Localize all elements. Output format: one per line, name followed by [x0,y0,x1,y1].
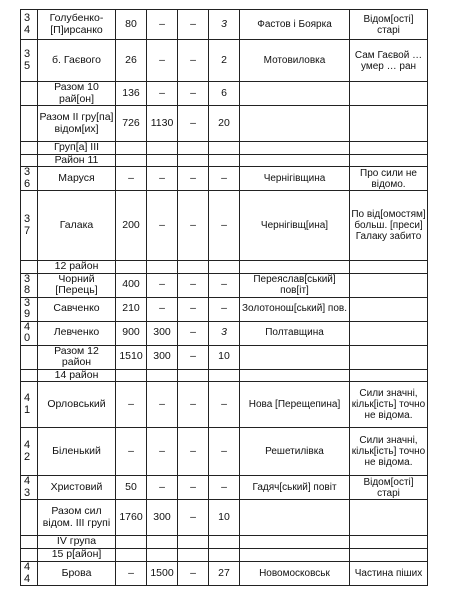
location-cell: Нова [Перещепина] [240,382,350,428]
value-col-1 [116,536,147,549]
row-number: 38 [21,273,38,297]
value-col-4: – [209,167,240,191]
value-col-3: – [178,321,209,345]
location-cell [240,154,350,167]
detachment-name: Біленький [38,428,116,476]
table-row [21,191,428,261]
value-col-3 [178,154,209,167]
row-number: 39 [21,297,38,321]
table-row [21,369,428,382]
value-col-1 [116,549,147,562]
location-cell: Фастов і Боярка [240,10,350,40]
value-col-1: 80 [116,10,147,40]
table-row [21,428,428,476]
row-number: 37 [21,191,38,261]
value-col-4: 6 [209,82,240,106]
location-cell [240,369,350,382]
value-col-1: 50 [116,476,147,500]
detachment-name: 15 р[айон] [38,549,116,562]
row-number [21,500,38,536]
location-cell: Полтавщина [240,321,350,345]
value-col-3 [178,369,209,382]
value-col-3: – [178,382,209,428]
table-row [21,476,428,500]
detachment-name: Чорний [Перець] [38,273,116,297]
value-col-3 [178,142,209,155]
table-row [21,106,428,142]
note-cell: Відом[ості] старі [350,10,428,40]
value-col-2: – [147,191,178,261]
row-number: 36 [21,167,38,191]
document-table [20,9,428,586]
value-col-4: – [209,382,240,428]
value-col-4: – [209,273,240,297]
value-col-4 [209,142,240,155]
value-col-3 [178,536,209,549]
location-cell: Новомосковськ [240,562,350,586]
location-cell [240,536,350,549]
note-cell [350,273,428,297]
value-col-1: 726 [116,106,147,142]
value-col-2: – [147,428,178,476]
value-col-1: – [116,562,147,586]
table-row [21,40,428,82]
detachment-name: Савченко [38,297,116,321]
value-col-3: – [178,10,209,40]
row-number [21,154,38,167]
value-col-3: – [178,40,209,82]
table-row [21,167,428,191]
table-row [21,345,428,369]
value-col-4: – [209,191,240,261]
row-number [21,82,38,106]
value-col-1: – [116,167,147,191]
location-cell: Решетилівка [240,428,350,476]
detachment-name: Брова [38,562,116,586]
value-col-2: – [147,82,178,106]
detachment-name: IV група [38,536,116,549]
note-cell [350,321,428,345]
table-row [21,536,428,549]
value-col-1: 900 [116,321,147,345]
value-col-1 [116,369,147,382]
note-cell [350,82,428,106]
value-col-2: – [147,476,178,500]
note-cell: Частина піших [350,562,428,586]
value-col-2: – [147,297,178,321]
note-cell [350,142,428,155]
location-cell [240,142,350,155]
note-cell [350,261,428,274]
table-row [21,382,428,428]
row-number [21,142,38,155]
table-row [21,500,428,536]
value-col-3: – [178,500,209,536]
note-cell [350,500,428,536]
value-col-4: 3 [209,321,240,345]
value-col-2: – [147,10,178,40]
note-cell: По від[омостям] больш. [преси] Галаку забито [350,191,428,261]
detachment-name: Галака [38,191,116,261]
note-cell [350,369,428,382]
location-cell [240,261,350,274]
value-col-2 [147,536,178,549]
value-col-4: 27 [209,562,240,586]
note-cell [350,549,428,562]
row-number [21,369,38,382]
detachment-name: Район 11 [38,154,116,167]
detachment-name: Разом II гру[па] відом[их] [38,106,116,142]
row-number [21,549,38,562]
value-col-1: 1510 [116,345,147,369]
row-number [21,536,38,549]
value-col-1 [116,142,147,155]
row-number: 43 [21,476,38,500]
location-cell: Чернігівщ[ина] [240,191,350,261]
table-row [21,273,428,297]
row-number: 34 [21,10,38,40]
value-col-3: – [178,82,209,106]
location-cell: Мотовиловка [240,40,350,82]
location-cell: Гадяч[ський] повіт [240,476,350,500]
value-col-2: 1130 [147,106,178,142]
value-col-2 [147,154,178,167]
value-col-3: – [178,562,209,586]
note-cell [350,345,428,369]
value-col-4 [209,369,240,382]
value-col-3: – [178,345,209,369]
value-col-2: 300 [147,321,178,345]
value-col-1: 400 [116,273,147,297]
value-col-1: 210 [116,297,147,321]
row-number [21,261,38,274]
value-col-3: – [178,297,209,321]
value-col-3 [178,549,209,562]
value-col-3: – [178,273,209,297]
note-cell: Сам Гаєвой … умер … ран [350,40,428,82]
value-col-4: – [209,428,240,476]
value-col-2: – [147,40,178,82]
value-col-3 [178,261,209,274]
value-col-4 [209,261,240,274]
row-number [21,106,38,142]
value-col-1 [116,261,147,274]
table-body [21,10,428,586]
detachment-name: Орловський [38,382,116,428]
value-col-3: – [178,191,209,261]
value-col-4: – [209,297,240,321]
location-cell: Переяслав[ський] пов[іт] [240,273,350,297]
note-cell [350,154,428,167]
row-number: 42 [21,428,38,476]
detachment-name: 12 район [38,261,116,274]
value-col-2: 300 [147,500,178,536]
value-col-3: – [178,106,209,142]
detachment-name: Разом 10 рай[он] [38,82,116,106]
detachment-name: Разом 12 район [38,345,116,369]
note-cell [350,536,428,549]
value-col-1: 200 [116,191,147,261]
table-row [21,562,428,586]
value-col-4: 10 [209,345,240,369]
row-number [21,345,38,369]
value-col-1: 1760 [116,500,147,536]
note-cell: Сили значні, кільк[ість] точно не відома. [350,428,428,476]
detachment-name: б. Гаєвого [38,40,116,82]
note-cell [350,106,428,142]
value-col-2: 300 [147,345,178,369]
detachment-name: Голубенко-[П]ирсанко [38,10,116,40]
note-cell: Про сили не відомо. [350,167,428,191]
value-col-2 [147,369,178,382]
value-col-4: 10 [209,500,240,536]
row-number: 44 [21,562,38,586]
value-col-2 [147,549,178,562]
detachment-name: Христовий [38,476,116,500]
table-row [21,142,428,155]
location-cell: Чернігівщина [240,167,350,191]
value-col-3: – [178,428,209,476]
value-col-4 [209,154,240,167]
value-col-3: – [178,167,209,191]
value-col-2: 1500 [147,562,178,586]
value-col-1: 136 [116,82,147,106]
table-row [21,154,428,167]
value-col-2: – [147,167,178,191]
detachment-name: Разом сил відом. III групі [38,500,116,536]
location-cell [240,500,350,536]
value-col-1: 26 [116,40,147,82]
table-row [21,82,428,106]
value-col-4 [209,549,240,562]
detachment-name: Груп[а] III [38,142,116,155]
note-cell: Сили значні, кільк[ість] точно не відома. [350,382,428,428]
value-col-4: 20 [209,106,240,142]
value-col-1: – [116,428,147,476]
value-col-4: – [209,476,240,500]
value-col-4: 3 [209,10,240,40]
table-row [21,261,428,274]
location-cell [240,106,350,142]
table-row [21,10,428,40]
location-cell [240,549,350,562]
value-col-4 [209,536,240,549]
row-number: 35 [21,40,38,82]
table-row [21,321,428,345]
table-row [21,297,428,321]
value-col-2 [147,261,178,274]
location-cell [240,345,350,369]
detachment-name: Маруся [38,167,116,191]
table-row [21,549,428,562]
value-col-4: 2 [209,40,240,82]
value-col-3: – [178,476,209,500]
value-col-2: – [147,382,178,428]
note-cell: Відом[ості] старі [350,476,428,500]
detachment-name: Левченко [38,321,116,345]
value-col-1 [116,154,147,167]
row-number: 40 [21,321,38,345]
value-col-1: – [116,382,147,428]
row-number: 41 [21,382,38,428]
note-cell [350,297,428,321]
location-cell: Золотонош[ський] пов. [240,297,350,321]
value-col-2 [147,142,178,155]
value-col-2: – [147,273,178,297]
detachment-name: 14 район [38,369,116,382]
location-cell [240,82,350,106]
